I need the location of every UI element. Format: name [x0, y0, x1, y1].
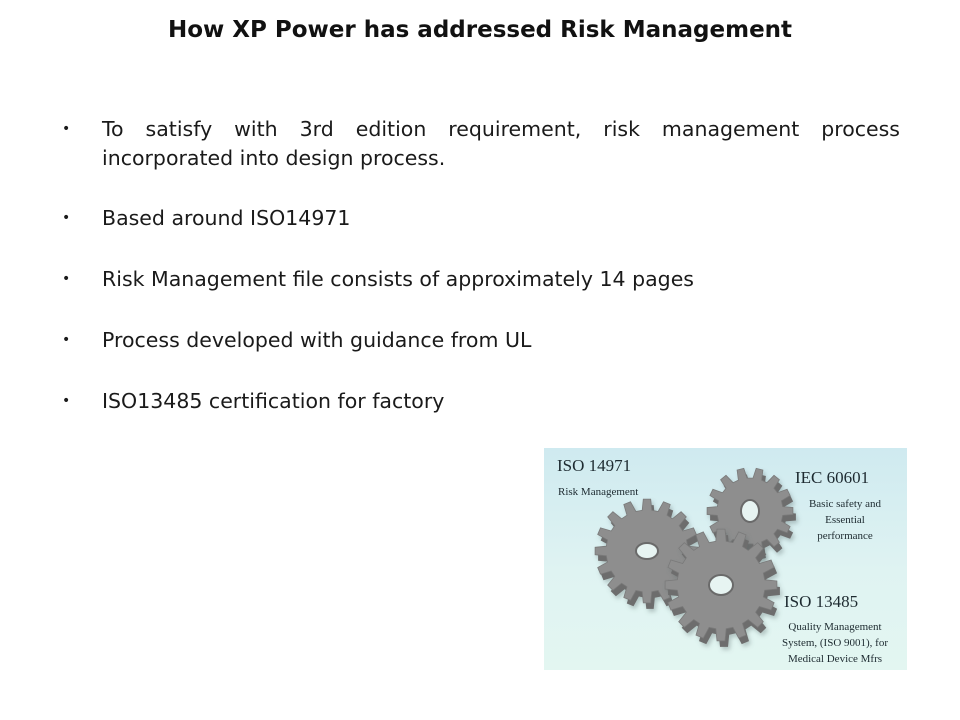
bullet-text: Based around ISO14971	[102, 206, 351, 230]
iso13485-line-2: System, (ISO 9001), for	[781, 637, 889, 649]
bullet-item	[62, 204, 900, 233]
bullet-text: Process developed with guidance from UL	[102, 328, 532, 352]
slide-title: How XP Power has addressed Risk Management	[167, 17, 793, 43]
bullet-item	[62, 115, 900, 173]
iec60601-title: IEC 60601	[795, 468, 870, 487]
iso13485-line-1: Quality Management	[788, 621, 882, 633]
bullet-marker: •	[62, 332, 71, 348]
iec-line-3: performance	[817, 530, 873, 542]
iso13485-title: ISO 13485	[784, 592, 859, 611]
iec-line-2: Essential	[825, 514, 865, 526]
iso13485-line-3: Medical Device Mfrs	[787, 653, 883, 665]
bullet-text: To satisfy with 3rd edition requirement, risk management process incorporated into design process.	[102, 117, 900, 170]
iso14971-subtitle: Risk Management	[558, 486, 639, 498]
iec-line-1: Basic safety and	[808, 498, 882, 510]
bullet-item	[62, 326, 900, 355]
iec60601-subtitle	[802, 496, 888, 544]
iso14971-title: ISO 14971	[557, 456, 632, 475]
bullet-marker: •	[62, 121, 71, 137]
bullet-marker: •	[62, 271, 71, 287]
bullet-marker: •	[62, 210, 71, 226]
iso13485-subtitle	[766, 619, 904, 667]
bullet-text: ISO13485 certification for factory	[102, 389, 445, 413]
bullet-item	[62, 387, 900, 416]
bullet-item	[62, 265, 900, 294]
bullet-text: Risk Management file consists of approximately 14 pages	[102, 267, 694, 291]
bullet-list	[62, 115, 900, 448]
bullet-marker: •	[62, 393, 71, 409]
standards-gears-figure	[544, 448, 907, 670]
